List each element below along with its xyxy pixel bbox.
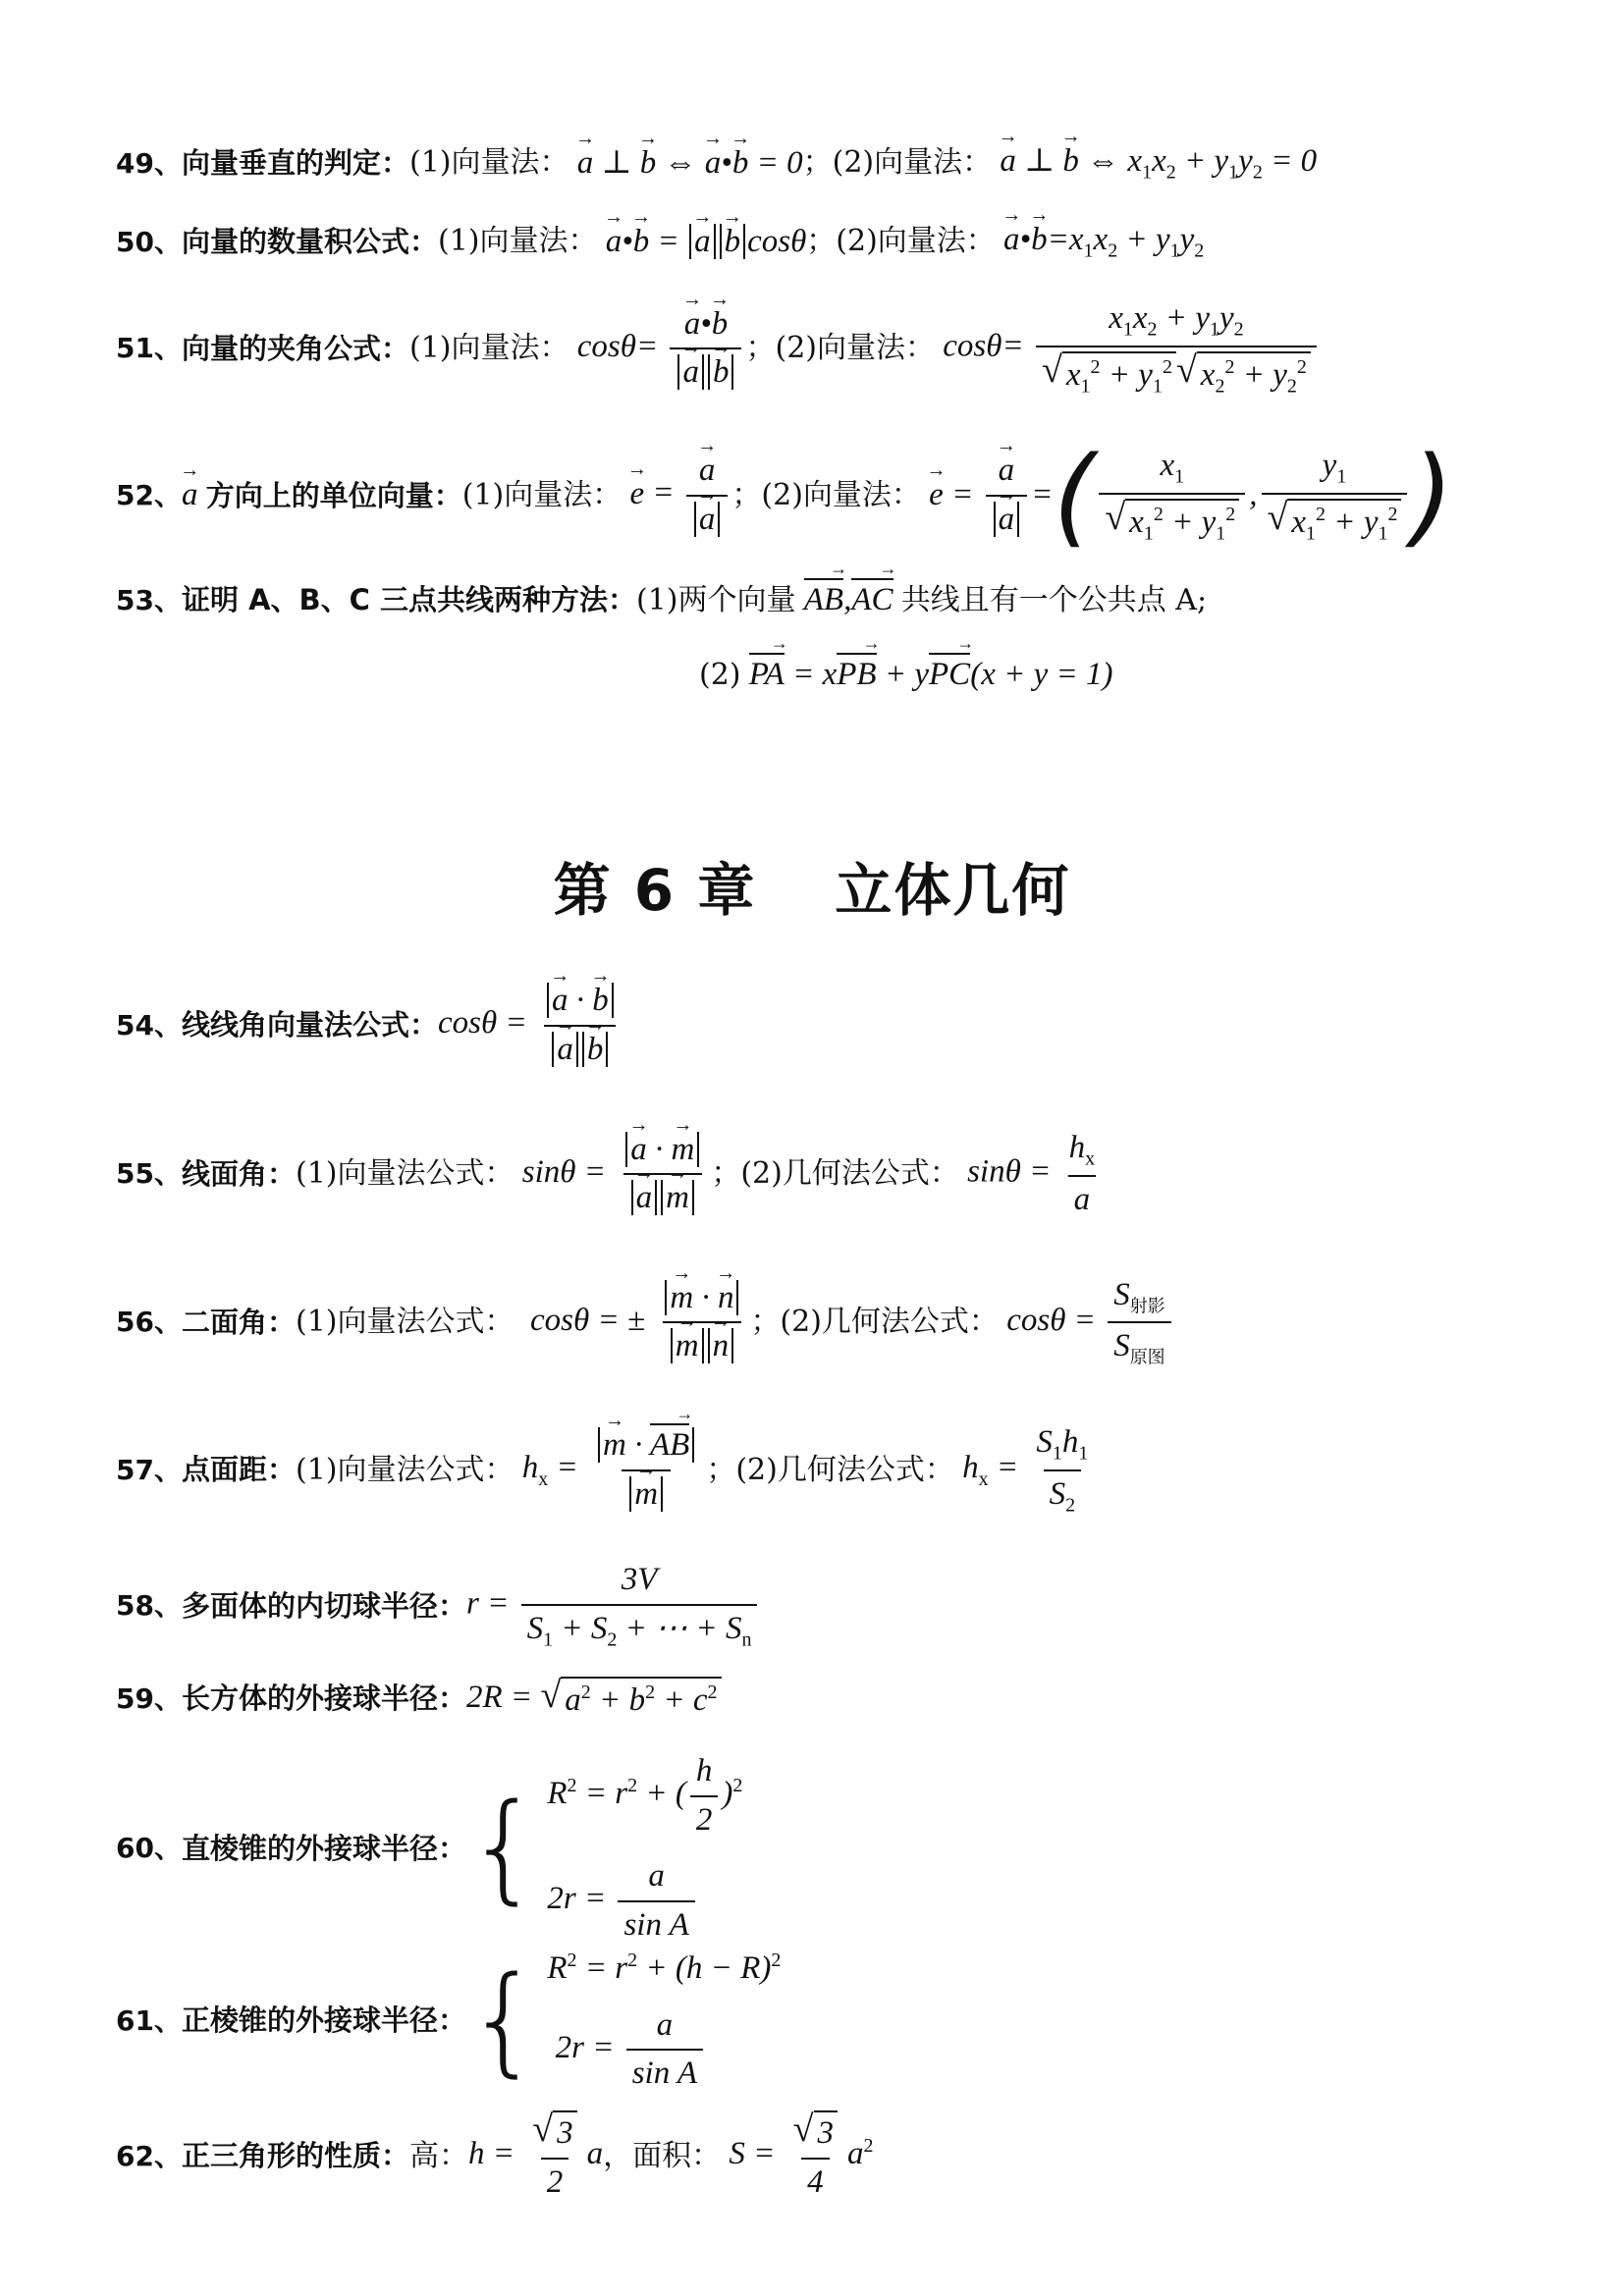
formula-expression: cosθ = ± → m · → n → m→ n: [514, 1279, 750, 1366]
formula-expression: cosθ = → a · → b → a→ b: [438, 982, 625, 1069]
formula-expression: r = $\frac{3V}{S_1 + S_2 + \cdots + S_n}$: [466, 1561, 761, 1651]
formula-62: [116, 2110, 1565, 2202]
item-number: 52、: [116, 479, 182, 512]
formula-61: [116, 1949, 1565, 2094]
item-label: 方向上的单位向量：: [205, 478, 462, 512]
formula-52: [116, 433, 1565, 559]
item-number: 59、: [116, 1682, 182, 1715]
left-brace-icon: {: [465, 1780, 542, 1917]
formula-55: [116, 1129, 1565, 1219]
item-label: 线线角向量法公式：: [181, 1008, 438, 1042]
subscript-shadow: 射影: [1129, 1296, 1165, 1317]
formula-expression: → a ⊥ → b ⇔ → a•→ b = 0: [568, 144, 802, 184]
formula-expression: → a ⊥ → b ⇔ $x_1x_2 + y_1y_2 = 0$: [992, 142, 1317, 185]
method-1-label: (1)向量法：: [437, 224, 598, 259]
item-label: 二面角：: [181, 1305, 296, 1339]
method-1-label: (1)向量法：: [408, 145, 569, 181]
item-label: 点面距：: [181, 1453, 296, 1487]
item-number: 60、: [116, 1832, 182, 1865]
item-number: 50、: [116, 225, 182, 258]
formula-54: [116, 982, 1565, 1069]
formula-56: [116, 1276, 1565, 1368]
formula-58: [116, 1561, 1565, 1651]
item-label: 向量的夹角公式：: [181, 331, 409, 365]
method-2-label: ；(2)向量法：: [802, 145, 993, 181]
item-number: 55、: [116, 1157, 182, 1191]
item-number: 54、: [116, 1008, 182, 1041]
item-number: 51、: [116, 332, 182, 365]
item-number: 57、: [116, 1453, 182, 1486]
item-number: 61、: [116, 2004, 182, 2038]
item-label: 向量垂直的判定：: [181, 145, 409, 180]
formula-expression: h = √ 3 2 a: [468, 2110, 603, 2202]
method-1-label: (1)向量法公式：: [295, 1156, 514, 1192]
area-label: ，面积：: [603, 2138, 722, 2173]
formula-53-line2: [699, 656, 1565, 695]
formula-expression: PA → = xPB → + yPC →(x + y = 1): [741, 656, 1113, 695]
method-2-label: (2): [699, 657, 741, 692]
formula-expression: cosθ= → a•→ b → a→ b: [568, 305, 745, 393]
formula-expression: cosθ = $\frac{S_{射影}}{S_{原图}}$: [999, 1276, 1175, 1368]
method-1-text: 共线且有一个公共点 A;: [900, 582, 1208, 617]
method-2-label: ；(2)向量法：: [806, 224, 996, 259]
height-label: 高：: [408, 2138, 468, 2173]
item-label: 证明 A、B、C 三点共线两种方法：: [181, 583, 636, 617]
left-brace-icon: {: [465, 1951, 542, 2089]
method-1-label: (1)向量法公式：: [295, 1452, 514, 1487]
formula-expression: AB →,AC →: [796, 581, 901, 620]
formula-expression: → e = → a → a = ( $x_1$ √ $x_1^2 + y_1^2$ , $y_1$ √ $x_1^2 + y_1^2$ ): [921, 442, 1453, 550]
formula-expression: → a•→ b = → a→ b cosθ: [597, 223, 806, 262]
formula-expression: $h_x$ = → m · AB → → m: [514, 1426, 706, 1514]
method-1-label: (1)两个向量: [636, 582, 796, 617]
method-2-label: ；(2)几何法公式：: [706, 1452, 954, 1487]
formula-50: [116, 221, 1565, 263]
formula-expression: $h_x$ = $\frac{S_1h_1}{S_2}$: [953, 1424, 1089, 1517]
item-number: 49、: [116, 146, 182, 180]
formula-system: $R^2 = r^2 + (h - R)^2$ 2r = $\frac{a}{\text{sin A}}$: [547, 1949, 781, 2094]
item-label: 线面角：: [181, 1156, 296, 1191]
method-2-label: ；(2)向量法：: [745, 331, 935, 366]
item-label: 正棱锥的外接球半径：: [181, 2003, 466, 2038]
method-2-label: ；(2)向量法：: [731, 478, 921, 512]
formula-expression: sinθ = $\frac{h_x}{a}$: [959, 1129, 1105, 1219]
chapter-number: 第 6 章: [553, 857, 757, 924]
formula-expression: → e = → a → a: [622, 452, 731, 539]
formula-expression: → a•→ $b=x_1x_2 + y_1y_2$: [996, 221, 1205, 263]
method-2-label: ；(2)几何法公式：: [750, 1305, 999, 1340]
item-number: 56、: [116, 1306, 182, 1339]
formula-expression: cosθ= $x_1x_2 + y_1y_2$ √ $x_1^2 + y_1^2$ √ $x_2^2 + y_2^2$: [935, 299, 1321, 398]
formula-expression: 2R = √ $a^2 + b^2 + c^2$: [466, 1677, 722, 1721]
item-label: 长方体的外接球半径：: [181, 1681, 466, 1715]
item-number: 58、: [116, 1589, 182, 1623]
vector-a-symbol: → a: [182, 476, 206, 515]
formula-49: [116, 142, 1565, 185]
item-label: 正三角形的性质：: [181, 2139, 409, 2173]
chapter-name: 立体几何: [835, 857, 1071, 924]
method-1-label: (1)向量法：: [461, 478, 623, 512]
subscript-original: 原图: [1129, 1347, 1165, 1368]
formula-system: $R^2 = r^2$ + ( $\frac{h}{2}$ )$^2$ 2r = $\frac{a}{\text{sin A}}$: [547, 1752, 742, 1945]
method-1-label: (1)向量法：: [408, 331, 569, 366]
formula-expression: sinθ = → a · → m → a→ m: [514, 1131, 711, 1218]
formula-59: [116, 1677, 1565, 1721]
method-2-label: ；(2)几何法公式：: [711, 1156, 959, 1192]
item-label: 多面体的内切球半径：: [181, 1588, 466, 1623]
formula-60: [116, 1752, 1565, 1945]
formula-53: [116, 581, 1565, 620]
formula-57: [116, 1423, 1565, 1517]
item-number: 53、: [116, 584, 182, 616]
formula-expression: S = √ 3 4 $a^2$: [721, 2110, 873, 2202]
item-label: 向量的数量积公式：: [181, 224, 438, 258]
chapter-title: [0, 844, 1624, 927]
formula-51: [116, 299, 1565, 398]
method-1-label: (1)向量法公式：: [295, 1305, 514, 1340]
item-number: 62、: [116, 2139, 182, 2172]
item-label: 直棱锥的外接球半径：: [181, 1831, 466, 1865]
